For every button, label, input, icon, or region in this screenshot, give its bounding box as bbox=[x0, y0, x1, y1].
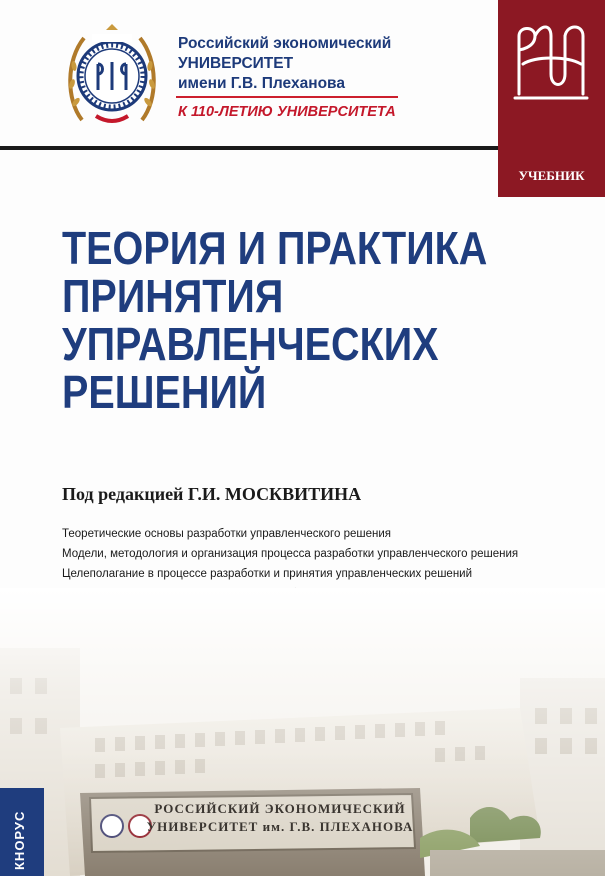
book-title-line: ТЕОРИЯ И ПРАКТИКА bbox=[62, 222, 488, 274]
book-type-label: УЧЕБНИК bbox=[518, 168, 585, 183]
publisher-panel bbox=[498, 0, 605, 197]
building-sign-line: УНИВЕРСИТЕТ им. Г.В. ПЛЕХАНОВА bbox=[146, 819, 414, 834]
topic-item: Целеполагание в процессе разработки и принятия управленческих решений bbox=[62, 568, 473, 580]
university-name-line: УНИВЕРСИТЕТ bbox=[178, 55, 294, 72]
university-crest-icon bbox=[62, 20, 162, 132]
book-title-line: ПРИНЯТИЯ bbox=[62, 270, 284, 322]
university-name-line: имени Г.В. Плеханова bbox=[178, 75, 345, 92]
book-title bbox=[62, 224, 509, 416]
building-sign bbox=[145, 800, 415, 836]
header-divider bbox=[176, 96, 398, 98]
building-sign-line: РОССИЙСКИЙ ЭКОНОМИЧЕСКИЙ bbox=[154, 801, 406, 816]
topic-item: Модели, методология и организация процесса разработки управленческого решения bbox=[62, 548, 519, 560]
topic-item: Теоретические основы разработки управленческого решения bbox=[62, 528, 392, 540]
university-name bbox=[178, 34, 428, 94]
header-rule bbox=[0, 146, 498, 150]
university-name-line: Российский экономический bbox=[178, 35, 392, 52]
editor-credit: Под редакцией Г.И. МОСКВИТИНА bbox=[62, 484, 362, 504]
anniversary-label: К 110-ЛЕТИЮ УНИВЕРСИТЕТА bbox=[178, 104, 396, 120]
publisher-name: КНОРУС bbox=[12, 810, 27, 870]
book-title-line: УПРАВЛЕНЧЕСКИХ bbox=[62, 318, 439, 370]
book-title-line: РЕШЕНИЙ bbox=[62, 366, 267, 418]
publisher-monogram-icon bbox=[505, 16, 597, 106]
